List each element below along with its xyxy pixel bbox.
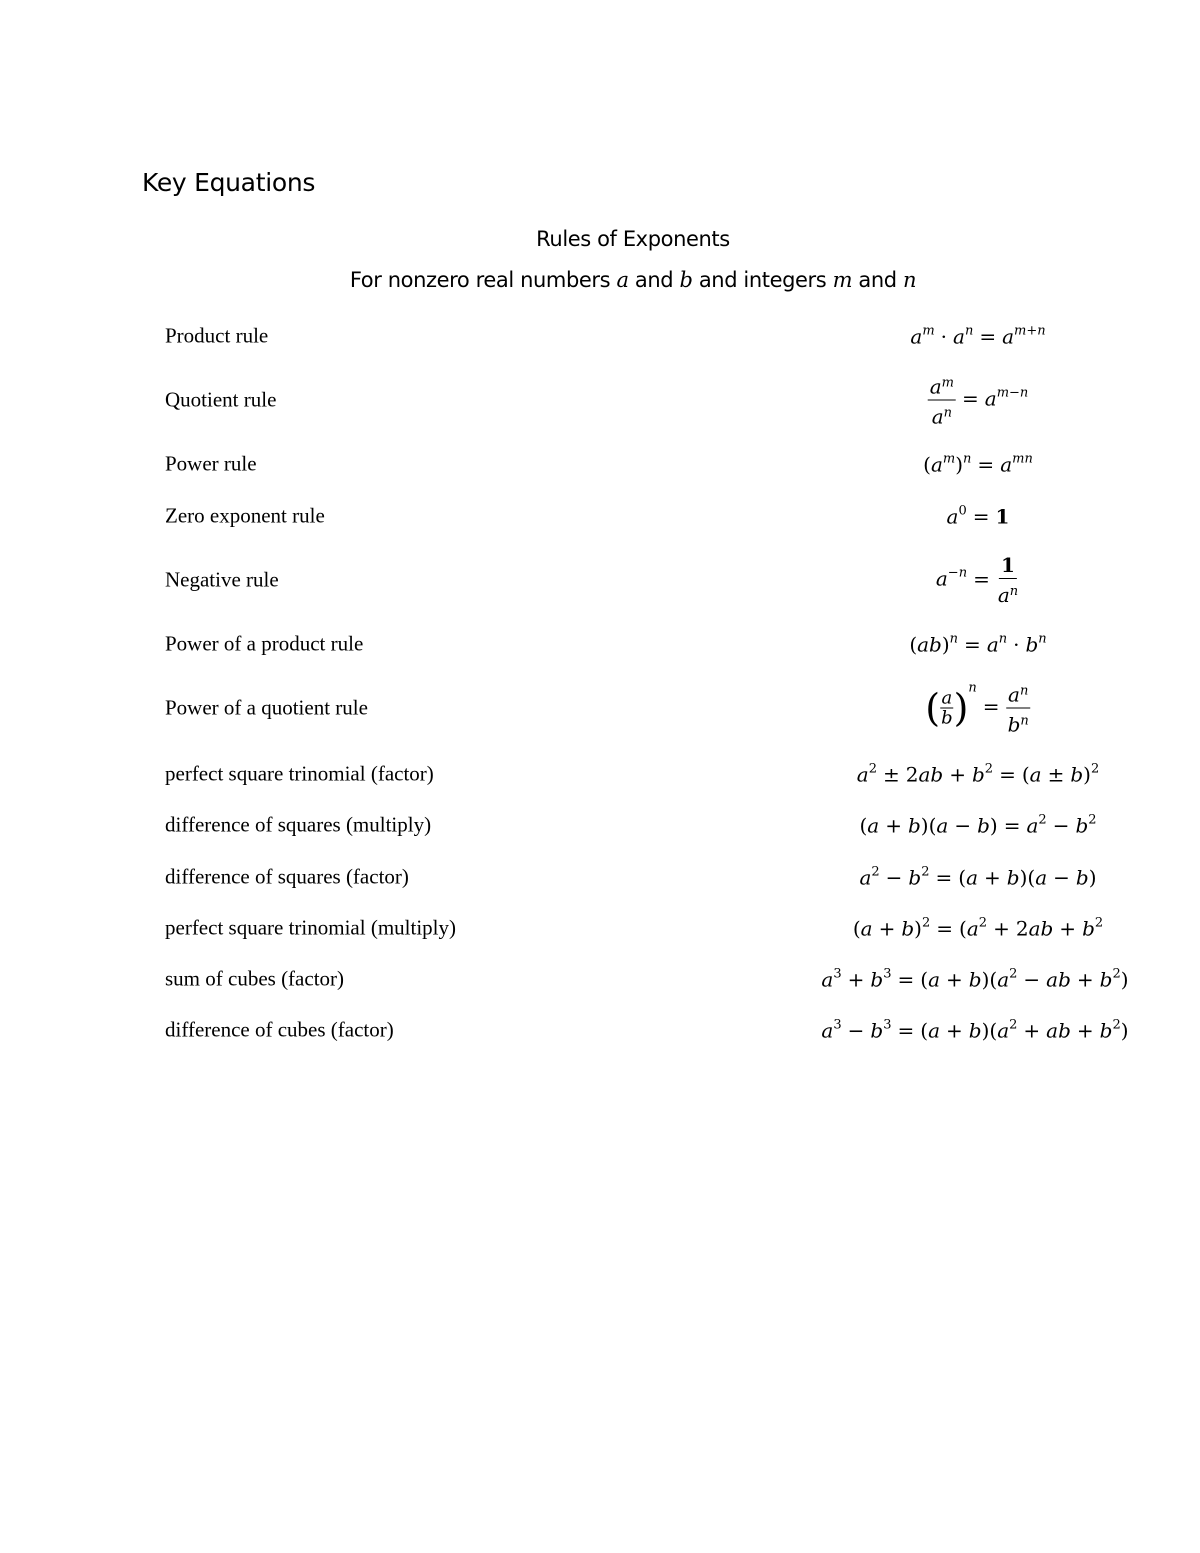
rule-equation: $(a^m)^n = a^{mn}$ [923, 451, 1033, 477]
rule-label: sum of cubes (factor) [165, 966, 345, 991]
rule-label: difference of squares (multiply) [165, 812, 432, 837]
rule-label: Zero exponent rule [165, 503, 325, 528]
rule-equation: $(a + b)^2 = (a^2 + 2ab + b^2$ [852, 915, 1104, 941]
section-subheading: For nonzero real numbers a and b and integers m and n [349, 268, 917, 292]
rule-equation: $a^3 + b^3 = (a + b)(a^2$ − ab + $b^2$) [821, 966, 1129, 992]
rule-equation: $(ab)^n = a^n \cdot b^n$ [909, 631, 1047, 657]
rule-equation: $(a + b)(a - b) = a^2 - b^2$ [859, 812, 1097, 838]
rule-equation: $a^{-n}$ = $\frac{1}{a^n}$ [935, 553, 1019, 607]
rule-label: Power rule [165, 451, 257, 476]
rule-label: difference of cubes (factor) [165, 1017, 394, 1042]
rule-equation: $a^3 - b^3 = (a + b)(a^2$ + ab + $b^2$) [821, 1017, 1129, 1043]
rule-label: perfect square trinomial (multiply) [165, 915, 456, 940]
rule-equation: $\frac{a^m}{a^n}$ = $a^{m-n}$ [929, 374, 1029, 429]
section-heading: Rules of Exponents [536, 227, 730, 251]
rule-equation: $a^2 \pm 2ab + b^2 = (a \pm b)^2$ [856, 761, 1100, 787]
rule-equation: ( $\frac{a}{b}$ )$^n$= $\frac{a^n}{b^n}$ [925, 680, 1029, 737]
rule-label: Product rule [165, 323, 269, 348]
rule-label: Power of a quotient rule [165, 695, 368, 720]
rule-equation: $a^2 - b^2 = (a + b)(a - b)$ [859, 864, 1097, 890]
page-title: Key Equations [142, 168, 316, 197]
rule-label: Negative rule [165, 567, 279, 592]
rule-label: Power of a product rule [165, 631, 364, 656]
rule-equation: $a^m \cdot a^n = a^{m+n}$ [910, 323, 1046, 349]
rule-label: difference of squares (factor) [165, 864, 409, 889]
rule-label: perfect square trinomial (factor) [165, 761, 434, 786]
rule-equation: $a^0 = 1$ [946, 503, 1010, 529]
rule-label: Quotient rule [165, 387, 277, 412]
